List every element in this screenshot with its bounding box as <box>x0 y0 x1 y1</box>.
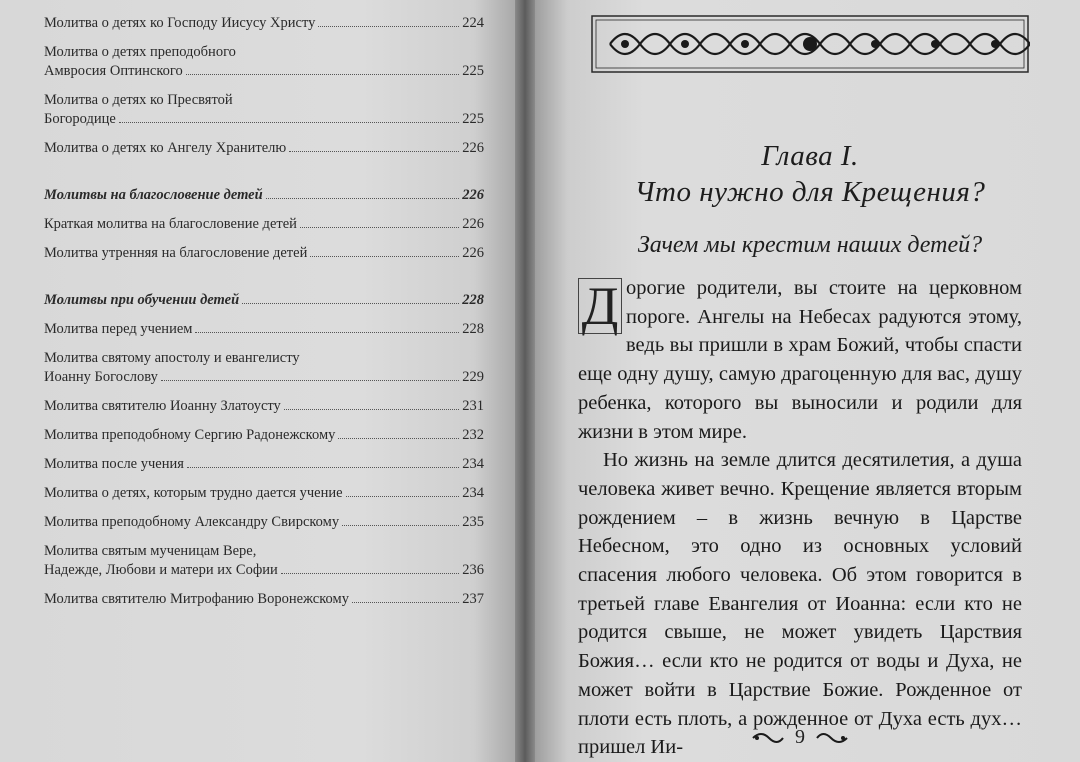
toc-entry <box>44 91 484 129</box>
toc-leader-dots <box>284 409 459 410</box>
toc-leader-dots <box>187 467 459 468</box>
toc-entry <box>44 43 484 81</box>
toc-entry <box>44 542 484 580</box>
toc-leader-dots <box>300 227 459 228</box>
left-page <box>0 0 515 762</box>
toc-page-number: 237 <box>462 591 484 607</box>
chapter-number: Глава I. <box>761 140 859 172</box>
toc-page-number: 225 <box>462 111 484 127</box>
section-title: Зачем мы крестим наших детей? <box>637 232 983 258</box>
toc-page-number: 224 <box>462 15 484 31</box>
toc-entry-title: Молитвы на благословение детей <box>44 187 263 203</box>
toc-entry-title: Молитва святителю Митрофанию Воронежскому <box>44 591 349 607</box>
footer-ornament-left-icon <box>751 731 785 745</box>
dropcap-letter: Д <box>578 278 622 334</box>
toc-entry-title: Молитва святым мученицам Вере, <box>44 543 257 559</box>
chapter-body <box>578 274 1022 762</box>
toc-page-number: 231 <box>462 398 484 414</box>
toc-entry <box>44 397 484 416</box>
toc-section-heading <box>44 291 484 310</box>
toc-page-number: 226 <box>462 140 484 156</box>
paragraph-2: Но жизнь на земле длится десятилетия, а душа человека живет вечно. Крещение является вторым рождением – в жизнь вечную в Царстве Небесном, это одно из основных условий спасения любого человека. Об этом говорится в третьей главе Евангелия от Иоанна: если кто не родится свыше, не может увидеть Царствия Божия… если кто не родится от воды и Духа, не может войти в Царствие Божие. Рожденное от плоти есть плоть, а рожденное от Духа есть дух… пришел Ии- <box>578 449 1022 759</box>
toc-entry <box>44 590 484 609</box>
toc-entry <box>44 139 484 158</box>
toc-page-number: 229 <box>462 369 484 385</box>
page-number: 9 <box>795 726 805 748</box>
toc-page-number: 232 <box>462 427 484 443</box>
toc-entry-title: Молитва о детях ко Господу Иисусу Христу <box>44 15 316 31</box>
chapter-title: Что нужно для Крещения? <box>634 176 986 208</box>
toc-entry-title: Молитва святителю Иоанну Златоусту <box>44 398 281 414</box>
footer-ornament-right-icon <box>815 731 849 745</box>
toc-leader-dots <box>352 602 459 603</box>
book-gutter <box>515 0 535 762</box>
toc-entry-title: Молитва преподобному Сергию Радонежскому <box>44 427 336 443</box>
toc-leader-dots <box>195 332 459 333</box>
toc-page-number: 228 <box>462 321 484 337</box>
toc-entry-title: Молитва о детях преподобного <box>44 44 236 60</box>
toc-entry-title: Краткая молитва на благословение детей <box>44 216 297 232</box>
toc-leader-dots <box>281 573 460 574</box>
toc-leader-dots <box>289 151 459 152</box>
toc-page-number: 226 <box>462 216 484 232</box>
paragraph-1-text: орогие родители, вы стоите на церковном пороге. Ангелы на Небесах радуются этому, ведь вы пришли в храм Божий, чтобы спасти еще одну душу, самую драгоценную для вас, душу ребенка, которого вы выносили и родили для жизни в этом мире. <box>578 277 1022 443</box>
toc-leader-dots <box>318 26 459 27</box>
toc-leader-dots <box>186 74 459 75</box>
toc-entry <box>44 320 484 339</box>
toc-entry-title: Молитва о детях ко Ангелу Хранителю <box>44 140 287 156</box>
toc-leader-dots <box>266 198 460 199</box>
toc-entry <box>44 513 484 532</box>
toc-leader-dots <box>342 525 459 526</box>
toc-entry-title: Амвросия Оптинского <box>44 63 183 79</box>
toc-page-number: 228 <box>462 292 484 308</box>
toc-entry-title: Молитва преподобному Александру Свирскому <box>44 514 340 530</box>
toc-entry <box>44 426 484 445</box>
toc-entry-title: Молитва о детях ко Пресвятой <box>44 92 233 108</box>
toc-page-number: 226 <box>462 245 484 261</box>
toc-section-heading <box>44 186 484 205</box>
toc-leader-dots <box>310 256 459 257</box>
table-of-contents <box>44 14 484 609</box>
toc-entry-title: Молитва о детях, которым трудно дается учение <box>44 485 343 501</box>
toc-entry-title: Молитва святому апостолу и евангелисту <box>44 350 300 366</box>
page-footer <box>745 726 855 749</box>
toc-entry <box>44 215 484 234</box>
toc-page-number: 226 <box>462 187 484 203</box>
toc-leader-dots <box>161 380 459 381</box>
toc-entry-title: Молитва утренняя на благословение детей <box>44 245 308 261</box>
toc-entry <box>44 484 484 503</box>
toc-page-number: 235 <box>462 514 484 530</box>
toc-entry-title: Молитва после учения <box>44 456 184 472</box>
toc-entry-title: Молитвы при обучении детей <box>44 292 240 308</box>
toc-leader-dots <box>346 496 460 497</box>
toc-entry-title: Молитва перед учением <box>44 321 193 337</box>
toc-page-number: 225 <box>462 63 484 79</box>
ornament-header-icon <box>590 14 1030 74</box>
paragraph-1 <box>578 274 1022 446</box>
toc-entry <box>44 455 484 474</box>
toc-entry-title: Богородице <box>44 111 116 127</box>
toc-page-number: 234 <box>462 456 484 472</box>
toc-entry-title: Надежде, Любови и матери их Софии <box>44 562 278 578</box>
toc-leader-dots <box>338 438 459 439</box>
toc-page-number: 234 <box>462 485 484 501</box>
toc-leader-dots <box>119 122 459 123</box>
toc-entry-title: Иоанну Богослову <box>44 369 158 385</box>
toc-entry <box>44 14 484 33</box>
toc-leader-dots <box>242 303 459 304</box>
toc-entry <box>44 349 484 387</box>
toc-page-number: 236 <box>462 562 484 578</box>
toc-entry <box>44 244 484 263</box>
